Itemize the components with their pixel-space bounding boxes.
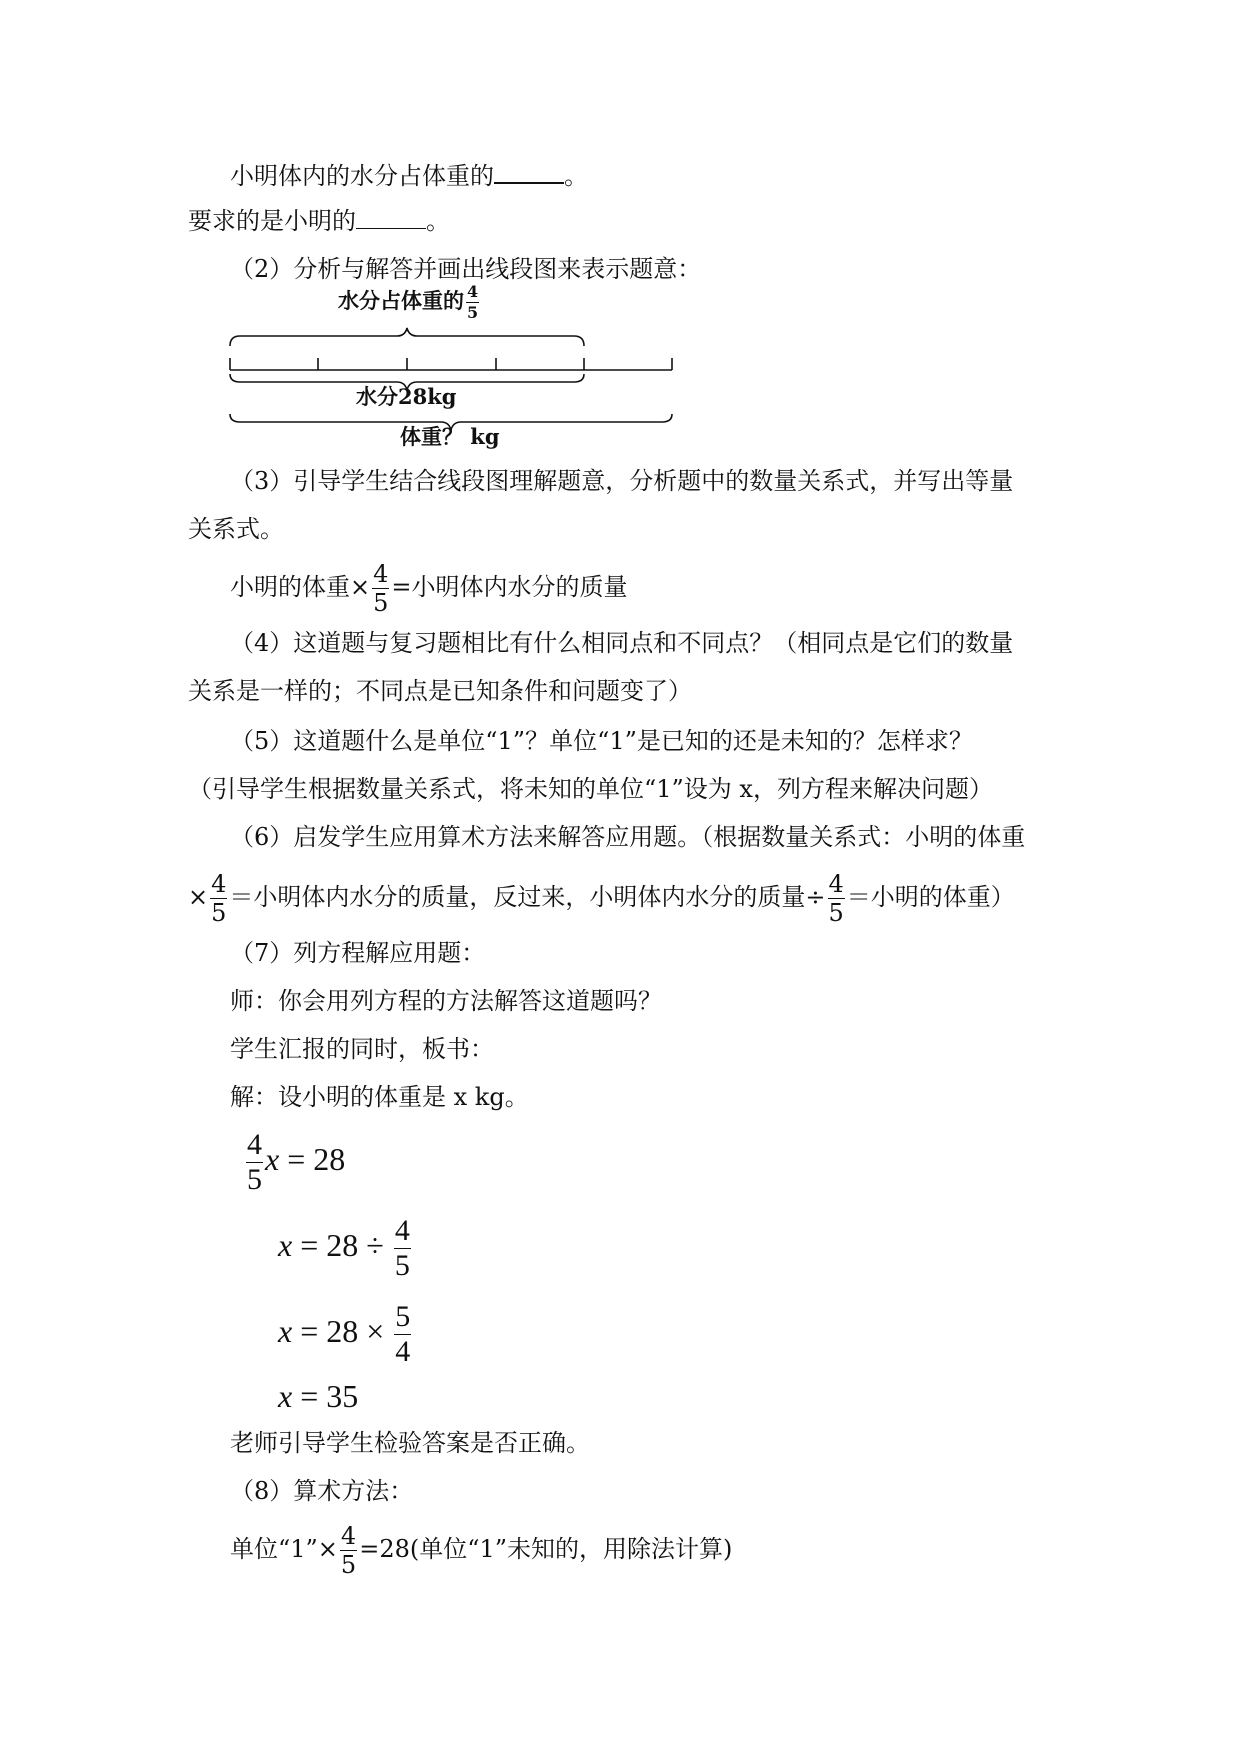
fraction-four-fifths: $\frac{4}{5}$ bbox=[373, 560, 389, 617]
fraction-five-fourths: $\frac{5}{4}$ bbox=[395, 1300, 411, 1368]
arithmetic-relation: 单位“1”× $\frac{4}{5}$ =28(单位“1”未知的，用除法计算) bbox=[230, 1522, 733, 1579]
fraction-four-fifths: $\frac{4}{5}$ bbox=[340, 1522, 357, 1579]
fraction-four-fifths: $\frac{4}{5}$ bbox=[394, 1214, 410, 1282]
answer-blank bbox=[356, 206, 426, 229]
step-4-text-cont: 关系是一样的；不同点是已知条件和问题变了） bbox=[188, 677, 692, 705]
verify-answer-text: 老师引导学生检验答案是否正确。 bbox=[230, 1429, 590, 1457]
equation-1: $\frac{4}{5}$ x = 28 bbox=[247, 1128, 346, 1196]
step-8-heading: （8）算术方法： bbox=[230, 1477, 414, 1505]
step-4-text: （4）这道题与复习题相比有什么相同点和不同点？（相同点是它们的数量 bbox=[230, 629, 1014, 657]
diagram-top-label: 水分占体重的 $\frac{4}{5}$ bbox=[338, 282, 479, 322]
fraction-four-fifths: $\frac{4}{5}$ bbox=[247, 1128, 262, 1196]
diagram-middle-label: 水分28kg bbox=[356, 384, 457, 409]
equation-3: x = 28 × $\frac{5}{4}$ bbox=[278, 1300, 411, 1368]
fraction-four-fifths: $\frac{4}{5}$ bbox=[828, 870, 844, 927]
step-2-heading: （2）分析与解答并画出线段图来表示题意： bbox=[230, 255, 702, 283]
step-3-text-cont: 关系式。 bbox=[188, 515, 284, 543]
step-3-text: （3）引导学生结合线段图理解题意，分析题中的数量关系式，并写出等量 bbox=[230, 467, 1014, 495]
fraction-four-fifths: $\frac{4}{5}$ bbox=[467, 282, 479, 322]
quantity-relation: 小明的体重× $\frac{4}{5}$ =小明体内水分的质量 bbox=[230, 560, 628, 617]
line-segment-diagram bbox=[220, 282, 680, 456]
equation-4: x = 35 bbox=[278, 1378, 359, 1414]
step-5-text: （5）这道题什么是单位“1”？单位“1”是已知的还是未知的？怎样求？ bbox=[230, 727, 973, 755]
answer-blank bbox=[494, 160, 564, 184]
teacher-question: 师：你会用列方程的方法解答这道题吗？ bbox=[230, 987, 662, 1015]
solution-setup: 解：设小明的体重是 x kg。 bbox=[230, 1083, 529, 1111]
top-brace bbox=[230, 328, 584, 346]
step-5-text-cont: （引导学生根据数量关系式，将未知的单位“1”设为 x，列方程来解决问题） bbox=[188, 775, 993, 803]
equation-2: x = 28 ÷ $\frac{4}{5}$ bbox=[278, 1214, 410, 1282]
board-writing-note: 学生汇报的同时，板书： bbox=[230, 1035, 494, 1063]
step-6-text-cont: × $\frac{4}{5}$ ＝小明体内水分的质量，反过来，小明体内水分的质量÷ $\frac{4}{5}$ ＝小明的体重） bbox=[188, 870, 1015, 927]
text-line-target: 要求的是小明的 。 bbox=[188, 207, 450, 235]
fraction-four-fifths: $\frac{4}{5}$ bbox=[211, 870, 227, 927]
step-6-text: （6）启发学生应用算术方法来解答应用题。（根据数量关系式：小明的体重 bbox=[230, 823, 1026, 851]
step-7-heading: （7）列方程解应用题： bbox=[230, 939, 486, 967]
text-line-water-ratio: 小明体内的水分占体重的 。 bbox=[230, 162, 588, 190]
diagram-bottom-label: 体重？ kg bbox=[400, 424, 500, 449]
